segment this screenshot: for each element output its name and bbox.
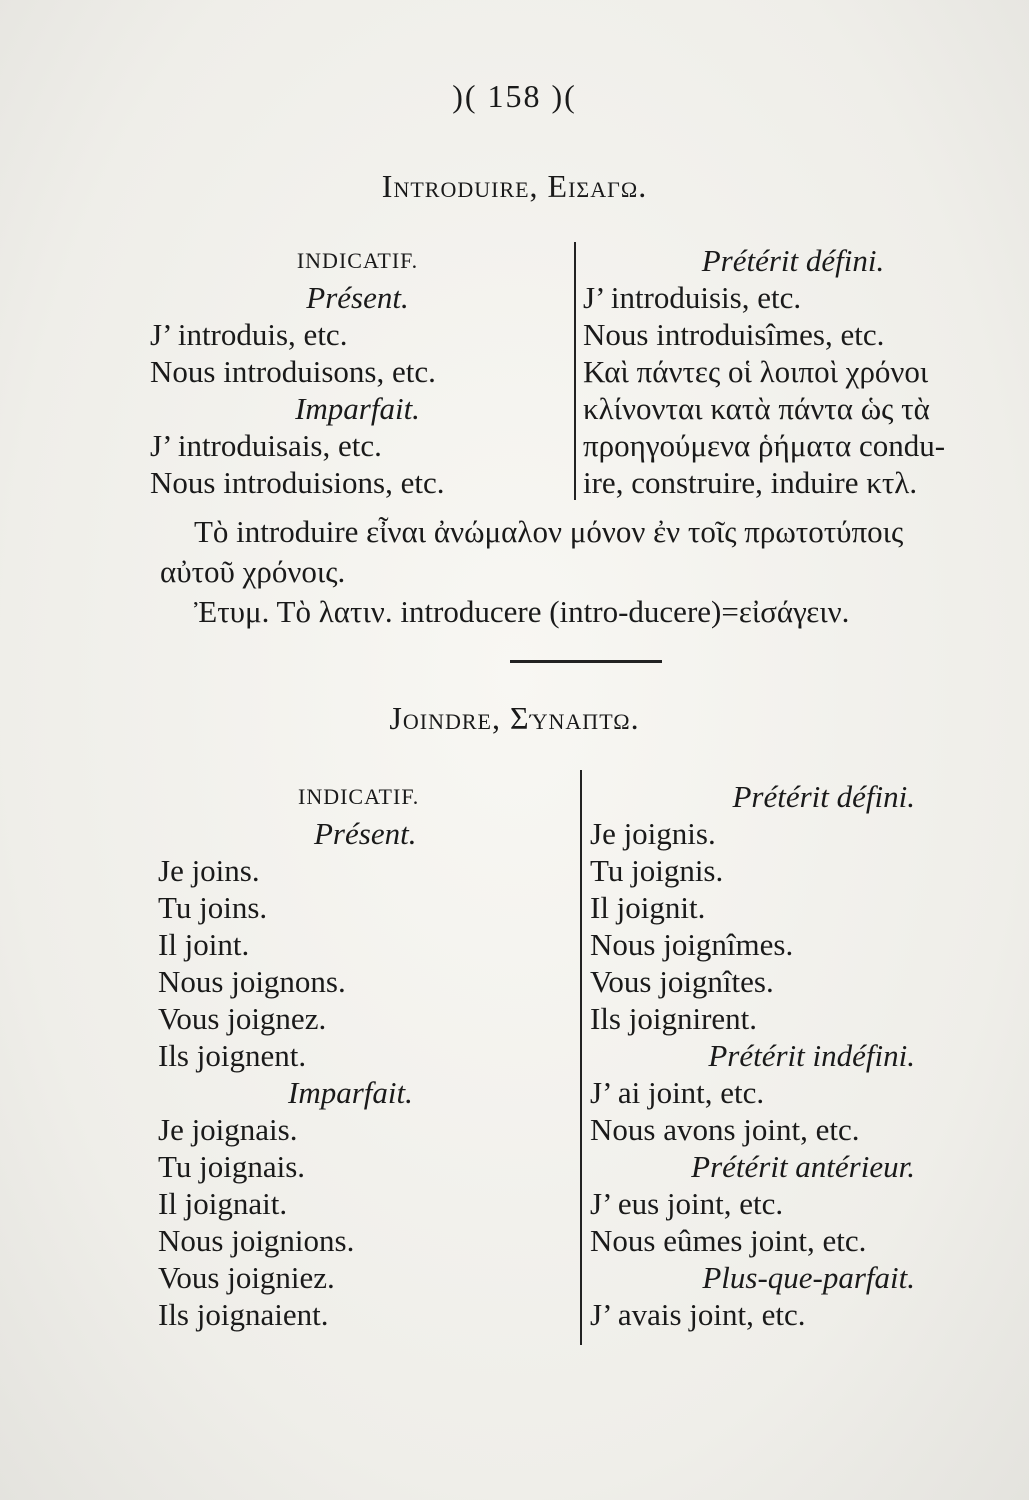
conjugation-line: Il joint. <box>158 927 250 962</box>
tense-label-imparfait: Imparfait. <box>288 1075 413 1110</box>
note-line: κλίνονται κατὰ πάντα ὡς τὰ <box>583 391 930 426</box>
tense-label-imparfait: Imparfait. <box>295 391 420 426</box>
column-divider <box>580 770 582 1345</box>
conjugation-line: Je joignais. <box>158 1112 298 1147</box>
etymology-line: Ἐτυμ. Τὸ λατιν. introducere (intro-ducere)=εἰσάγειν. <box>194 594 850 629</box>
tense-label-plus-que-parfait: Plus-que-parfait. <box>702 1260 915 1295</box>
introduire-left-column <box>150 242 565 501</box>
tense-label-preterit-indefini: Prétérit indéfini. <box>708 1038 915 1073</box>
section-divider <box>510 660 662 663</box>
paragraph-line: Τὸ introduire εἶναι ἀνώμαλον μόνον ἐν τοῖς πρωτοτύποις <box>194 514 904 549</box>
conjugation-line: Ils joignaient. <box>158 1297 329 1332</box>
conjugation-line: Je joignis. <box>590 816 716 851</box>
conjugation-line: Nous joignions. <box>158 1223 355 1258</box>
conjugation-line: Tu joignis. <box>590 853 724 888</box>
conjugation-line: Vous joignez. <box>158 1001 327 1036</box>
tense-label-preterit-defini: Prétérit défini. <box>732 779 915 814</box>
column-divider <box>574 242 576 500</box>
mood-label: INDICATIF. <box>298 784 420 809</box>
tense-label-preterit-defini: Prétérit défini. <box>701 243 885 278</box>
conjugation-line: Vous joignîtes. <box>590 964 774 999</box>
conjugation-line: Ils joignirent. <box>590 1001 758 1036</box>
conjugation-line: Nous introduisions, etc. <box>150 465 445 500</box>
conjugation-line: J’ introduisis, etc. <box>583 280 802 315</box>
tense-label-present: Présent. <box>306 280 409 315</box>
conjugation-line: J’ avais joint, etc. <box>590 1297 806 1332</box>
section-heading-joindre: Joindre, Σύναπτω. <box>389 700 640 736</box>
joindre-right-column <box>590 778 1010 1333</box>
conjugation-line: Vous joigniez. <box>158 1260 335 1295</box>
conjugation-line: Tu joignais. <box>158 1149 306 1184</box>
page-number: )( 158 )( <box>452 78 577 114</box>
conjugation-line: Nous introduisons, etc. <box>150 354 436 389</box>
note-line: ire, construire, induire κτλ. <box>583 465 918 500</box>
conjugation-line: Nous joignons. <box>158 964 346 999</box>
joindre-left-column <box>158 778 578 1333</box>
conjugation-line: Je joins. <box>158 853 260 888</box>
conjugation-line: Il joignait. <box>158 1186 288 1221</box>
tense-label-present: Présent. <box>314 816 417 851</box>
note-line: προηγούμενα ῥήματα condu- <box>583 428 946 463</box>
conjugation-line: Nous introduisîmes, etc. <box>583 317 885 352</box>
introduire-note-paragraph <box>160 512 1010 632</box>
conjugation-line: J’ introduis, etc. <box>150 317 348 352</box>
conjugation-line: Nous eûmes joint, etc. <box>590 1223 867 1258</box>
mood-label: INDICATIF. <box>296 248 419 273</box>
conjugation-line: J’ introduisais, etc. <box>150 428 382 463</box>
section-heading-introduire: Introduire, Εισαγω. <box>381 168 648 204</box>
conjugation-line: J’ eus joint, etc. <box>590 1186 784 1221</box>
conjugation-line: Tu joins. <box>158 890 268 925</box>
conjugation-line: J’ ai joint, etc. <box>590 1075 765 1110</box>
tense-label-preterit-anterieur: Prétérit antérieur. <box>691 1149 915 1184</box>
note-line: Καὶ πάντες οἱ λοιποὶ χρόνοι <box>583 354 929 389</box>
conjugation-line: Il joignit. <box>590 890 706 925</box>
paragraph-line: αὐτοῦ χρόνοις. <box>160 554 346 589</box>
introduire-right-column <box>583 242 1003 501</box>
conjugation-line: Nous joignîmes. <box>590 927 794 962</box>
conjugation-line: Ils joignent. <box>158 1038 307 1073</box>
conjugation-line: Nous avons joint, etc. <box>590 1112 860 1147</box>
